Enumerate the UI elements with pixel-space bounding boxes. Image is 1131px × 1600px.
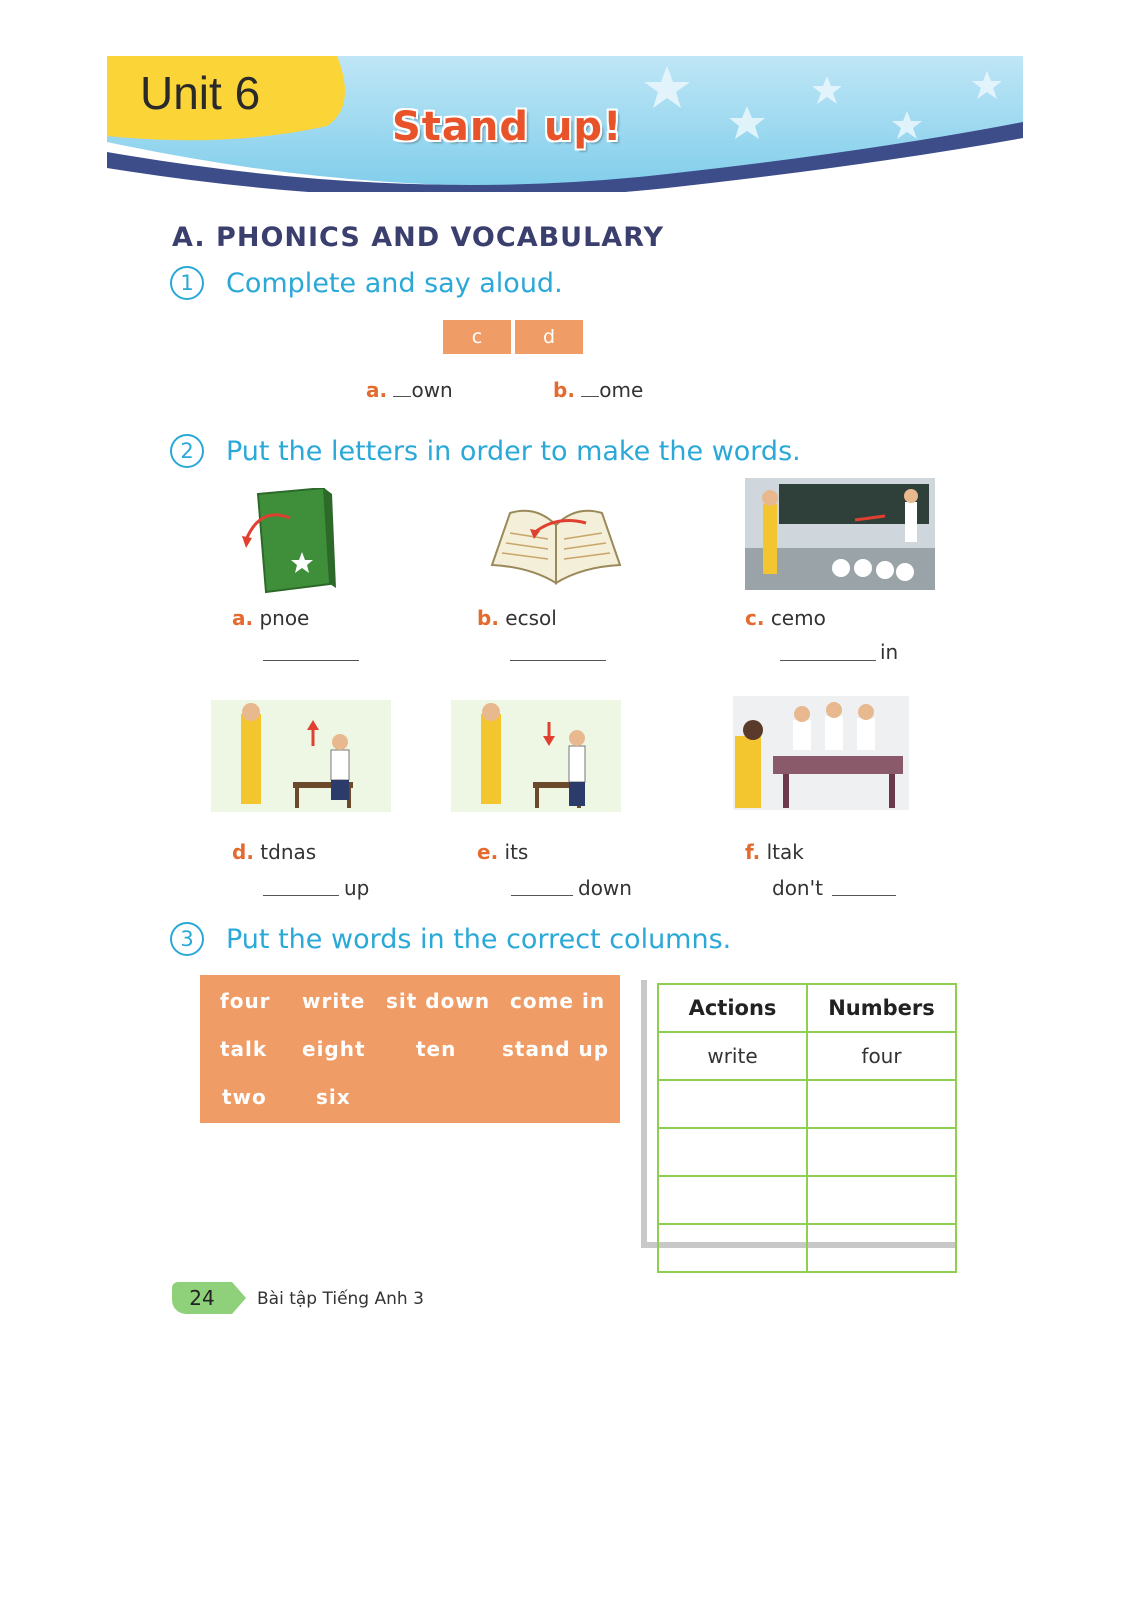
answer-blank[interactable] — [263, 660, 359, 661]
exercise-number: 3 — [170, 922, 204, 956]
answer-blank[interactable] — [780, 660, 876, 661]
phrase-suffix: up — [344, 876, 370, 900]
exercise-2-item-f: f. ltak — [745, 840, 804, 864]
exercise-1-item-a: a. own — [366, 378, 453, 402]
phrase-suffix: down — [578, 876, 632, 900]
table-cell[interactable] — [807, 1128, 956, 1176]
table-cell[interactable] — [658, 1224, 807, 1272]
table-cell[interactable] — [658, 1128, 807, 1176]
page-number: 24 — [172, 1282, 232, 1314]
closed-book-illustration — [240, 488, 340, 600]
table-cell[interactable] — [807, 1080, 956, 1128]
exercise-3-heading — [170, 922, 731, 956]
word-bank-item: two — [222, 1085, 267, 1109]
column-header-actions: Actions — [658, 984, 807, 1032]
exercise-1-item-b: b. ome — [553, 378, 644, 402]
word-bank — [200, 975, 620, 1123]
table-cell[interactable] — [658, 1176, 807, 1224]
exercise-number: 1 — [170, 266, 204, 300]
exercise-instruction: Put the words in the correct columns. — [226, 923, 732, 955]
word-bank-item: write — [302, 989, 366, 1013]
word-bank-item: eight — [302, 1037, 366, 1061]
word-bank-item: talk — [220, 1037, 268, 1061]
column-header-numbers: Numbers — [807, 984, 956, 1032]
word-bank-item: come in — [510, 989, 606, 1013]
unit-label: Unit 6 — [140, 67, 261, 119]
stand-up-illustration — [211, 700, 391, 812]
exercise-2-item-a: a. pnoe — [232, 606, 310, 630]
page-number-arrow — [232, 1282, 246, 1314]
exercise-2-heading — [170, 434, 801, 468]
phrase-suffix: in — [880, 640, 899, 664]
table-cell: write — [658, 1032, 807, 1080]
students-talking-illustration — [733, 696, 909, 810]
table-cell[interactable] — [807, 1176, 956, 1224]
open-book-illustration — [486, 505, 626, 587]
answer-blank[interactable] — [393, 395, 411, 397]
table-cell: four — [807, 1032, 956, 1080]
page-title: Stand up! — [392, 104, 623, 150]
exercise-instruction: Put the letters in order to make the words. — [226, 435, 801, 467]
answer-blank[interactable] — [263, 895, 339, 896]
exercise-instruction: Complete and say aloud. — [226, 267, 563, 299]
phrase-prefix: don't — [772, 876, 823, 900]
table-cell[interactable] — [807, 1224, 956, 1272]
exercise-2-item-e: e. its — [477, 840, 529, 864]
sit-down-illustration — [451, 700, 621, 812]
word-bank-item: sit down — [386, 989, 491, 1013]
word-bank-item: ten — [416, 1037, 457, 1061]
exercise-2-item-c: c. cemo — [745, 606, 826, 630]
letter-bank — [443, 320, 583, 354]
answer-blank[interactable] — [581, 395, 599, 397]
table-cell[interactable] — [658, 1080, 807, 1128]
exercise-2-item-d: d. tdnas — [232, 840, 317, 864]
exercise-number: 2 — [170, 434, 204, 468]
word-bank-item: four — [220, 989, 271, 1013]
book-title: Bài tập Tiếng Anh 3 — [257, 1289, 424, 1309]
word-bank-item: stand up — [502, 1037, 610, 1061]
exercise-1-heading — [170, 266, 563, 300]
sorting-table — [657, 983, 957, 1273]
answer-blank[interactable] — [510, 660, 606, 661]
classroom-come-in-illustration — [745, 478, 935, 590]
word-bank-item: six — [316, 1085, 351, 1109]
answer-blank[interactable] — [511, 895, 573, 896]
exercise-2-item-b: b. ecsol — [477, 606, 557, 630]
letter-box: d — [515, 320, 583, 354]
letter-box: c — [443, 320, 511, 354]
section-title: A. PHONICS AND VOCABULARY — [172, 222, 665, 253]
answer-blank[interactable] — [832, 895, 896, 896]
